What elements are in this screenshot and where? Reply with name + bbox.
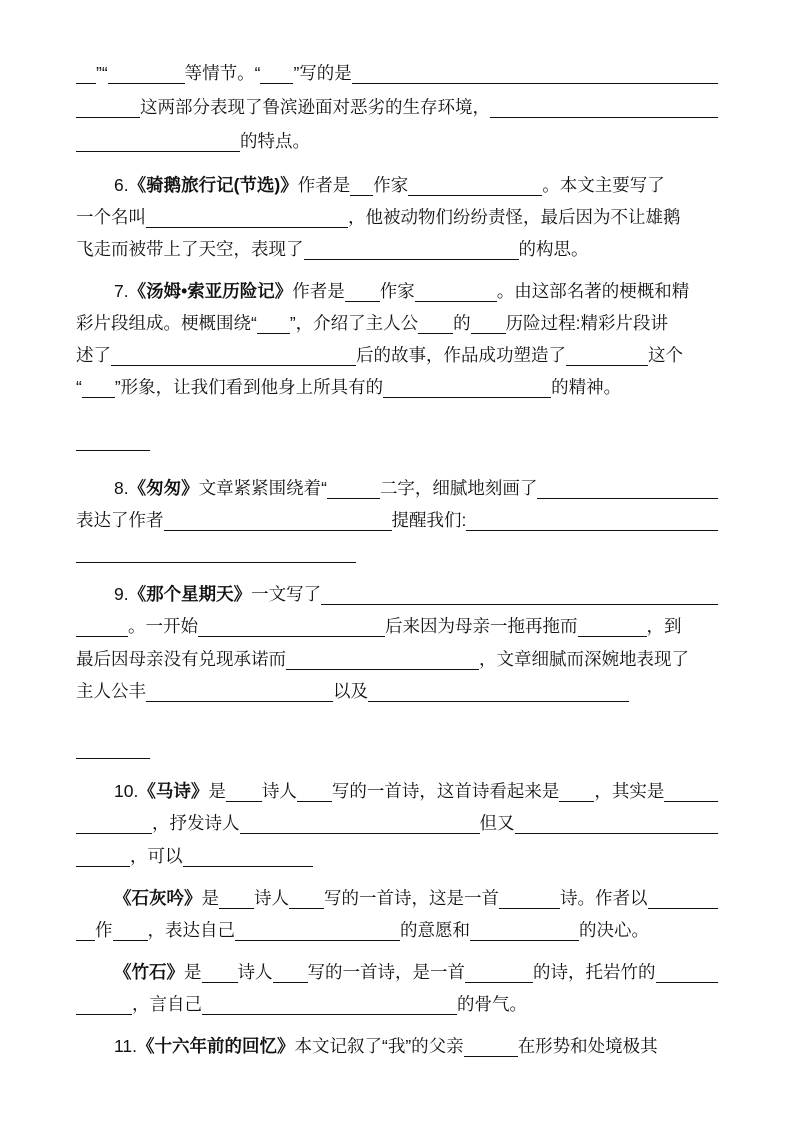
blank [559,781,594,802]
book-title: 《那个星期天》 [128,584,252,604]
text: ，他被动物们纷纷责怪，最后因为不让雄鹅 [348,207,681,227]
text: 本文记叙了“我”的父亲 [294,1036,464,1056]
line [76,92,718,118]
blank [273,962,308,983]
text: 的骨气。 [457,994,527,1014]
line [76,234,718,260]
blank [537,478,718,499]
blank [82,377,115,398]
text: 后来因为母亲一拖再拖而 [385,616,578,636]
blank [408,175,542,196]
blank [289,888,324,909]
line [76,126,718,152]
text: 是 [184,962,202,982]
question-number: 10. [114,781,139,801]
blank [499,888,560,909]
blank [515,813,719,834]
blank [304,239,519,260]
blank [465,962,533,983]
line [76,340,718,366]
text: ”，介绍了主人公 [289,313,419,333]
text: 文章紧紧围绕着“ [198,478,327,498]
blank [470,920,579,941]
text: 的诗，托岩竹的 [533,962,656,982]
line [76,372,718,398]
blank [415,281,497,302]
line [76,58,718,84]
blank [240,813,480,834]
text: 最后因母亲没有兑现承诺而 [76,649,286,669]
text: 。由这部名著的梗概和精 [496,281,690,301]
text: 的特点。 [240,131,310,151]
text: 等情节。“ [184,63,261,83]
line [76,425,718,451]
text: 诗人 [261,781,297,801]
text: 以及 [333,681,368,701]
poem-title: 《石灰吟》 [114,888,202,908]
text: 作者是 [297,175,351,195]
blank [260,63,293,84]
blank [202,994,457,1015]
text: ，可以 [130,846,183,866]
text: ，到 [646,616,682,636]
text: 飞走而被带上了天空，表现了 [76,239,304,259]
text: 的构思。 [518,239,589,259]
text: 提醒我们: [391,510,467,530]
text: 写的一首诗，这首诗看起来是 [331,781,560,801]
text: 历险过程:精彩片段讲 [505,313,669,333]
text: 是 [208,781,226,801]
text: 。一开始 [128,616,198,636]
blank [146,681,333,702]
blank [383,377,551,398]
blank [164,510,392,531]
text: 但又 [479,813,515,833]
blank [471,313,506,334]
poem-title: 《马诗》 [138,781,209,801]
text: 写的一首诗，这是一首 [324,888,499,908]
line [76,202,718,228]
book-title: 《匆匆》 [128,478,199,498]
blank [345,281,380,302]
text: “ [76,377,82,397]
line [76,505,718,531]
blank [297,781,332,802]
blank [146,207,348,228]
question-9 [114,579,718,605]
text: 后的故事，作品成功塑造了 [356,345,566,365]
blank [368,681,629,702]
text: 的决心。 [579,920,649,940]
blank [183,846,313,867]
blank [257,313,290,334]
text: 作家 [373,175,409,195]
text: ，文章细腻而深婉地表现了 [479,649,689,669]
blank [76,920,95,941]
blank [76,542,356,563]
text: 诗人 [237,962,273,982]
blank [664,781,718,802]
text: 作家 [379,281,415,301]
line [76,733,718,759]
text: 表达了作者 [76,510,164,530]
line [76,537,718,563]
text: 。本文主要写了 [542,175,665,195]
text: 这两部分表现了鲁滨逊面对恶劣的生存环境， [140,97,490,117]
line [76,808,718,834]
question-number: 7. [114,281,129,301]
blank [76,994,132,1015]
blank [464,1036,518,1057]
blank [76,738,150,759]
blank [350,175,373,196]
text: 一个名叫 [76,207,146,227]
blank [235,920,400,941]
blank [648,888,719,909]
blank [219,888,254,909]
text: 的意愿和 [400,920,470,940]
blank [113,920,148,941]
text: 诗。作者以 [560,888,648,908]
text: ，抒发诗人 [152,813,240,833]
blank [111,345,356,366]
question-10 [114,776,718,802]
text: 的精神。 [551,377,622,397]
text: 写的一首诗，是一首 [307,962,465,982]
blank [202,962,238,983]
blank [352,63,718,84]
text: 一文写了 [251,584,322,604]
text: 述了 [76,345,111,365]
question-number: 9. [114,584,129,604]
blank [566,345,648,366]
text: ”写的是 [293,63,352,83]
blank [76,430,150,451]
blank [656,962,719,983]
blank [466,510,718,531]
blank [490,97,718,118]
blank [76,846,130,867]
question-number: 6. [114,175,129,195]
line [76,611,718,637]
question-7 [114,276,718,302]
line [76,841,718,867]
text: 作者是 [292,281,345,301]
book-title: 《十六年前的回忆》 [137,1036,295,1056]
text: ”形象，让我们看到他身上所具有的 [114,377,384,397]
blank [327,478,380,499]
blank [578,616,647,637]
question-6 [114,170,718,196]
text: 的 [453,313,471,333]
blank [76,97,140,118]
text: 在形势和处境极其 [517,1036,658,1056]
blank [76,616,128,637]
text: ，其实是 [594,781,665,801]
book-title: 《汤姆•索亚历险记》 [128,281,293,301]
book-title: 《骑鹅旅行记(节选)》 [128,175,298,195]
line [76,989,718,1015]
blank [418,313,453,334]
text: 主人公丰 [76,681,146,701]
text: 二字，细腻地刻画了 [379,478,538,498]
text: 这个 [648,345,683,365]
text: 彩片段组成。梗概围绕“ [76,313,257,333]
line [76,308,718,334]
text: ，言自己 [132,994,202,1014]
blank [108,63,185,84]
question-number: 8. [114,478,129,498]
question-number: 11. [114,1036,138,1056]
question-8 [114,473,718,499]
poem-shihuiyin [114,883,718,909]
poem-title: 《竹石》 [114,962,184,982]
text: ”“ [96,63,108,83]
blank [198,616,385,637]
poem-zhushi [114,957,718,983]
blank [321,584,718,605]
text: 是 [201,888,219,908]
blank [286,649,479,670]
text: ，表达自己 [147,920,235,940]
line [76,644,718,670]
question-11 [114,1031,718,1057]
blank [76,63,96,84]
text: 作 [95,920,113,940]
text: 诗人 [254,888,289,908]
blank [76,131,240,152]
blank [76,813,152,834]
blank [226,781,262,802]
line [76,676,718,702]
line [76,915,718,941]
